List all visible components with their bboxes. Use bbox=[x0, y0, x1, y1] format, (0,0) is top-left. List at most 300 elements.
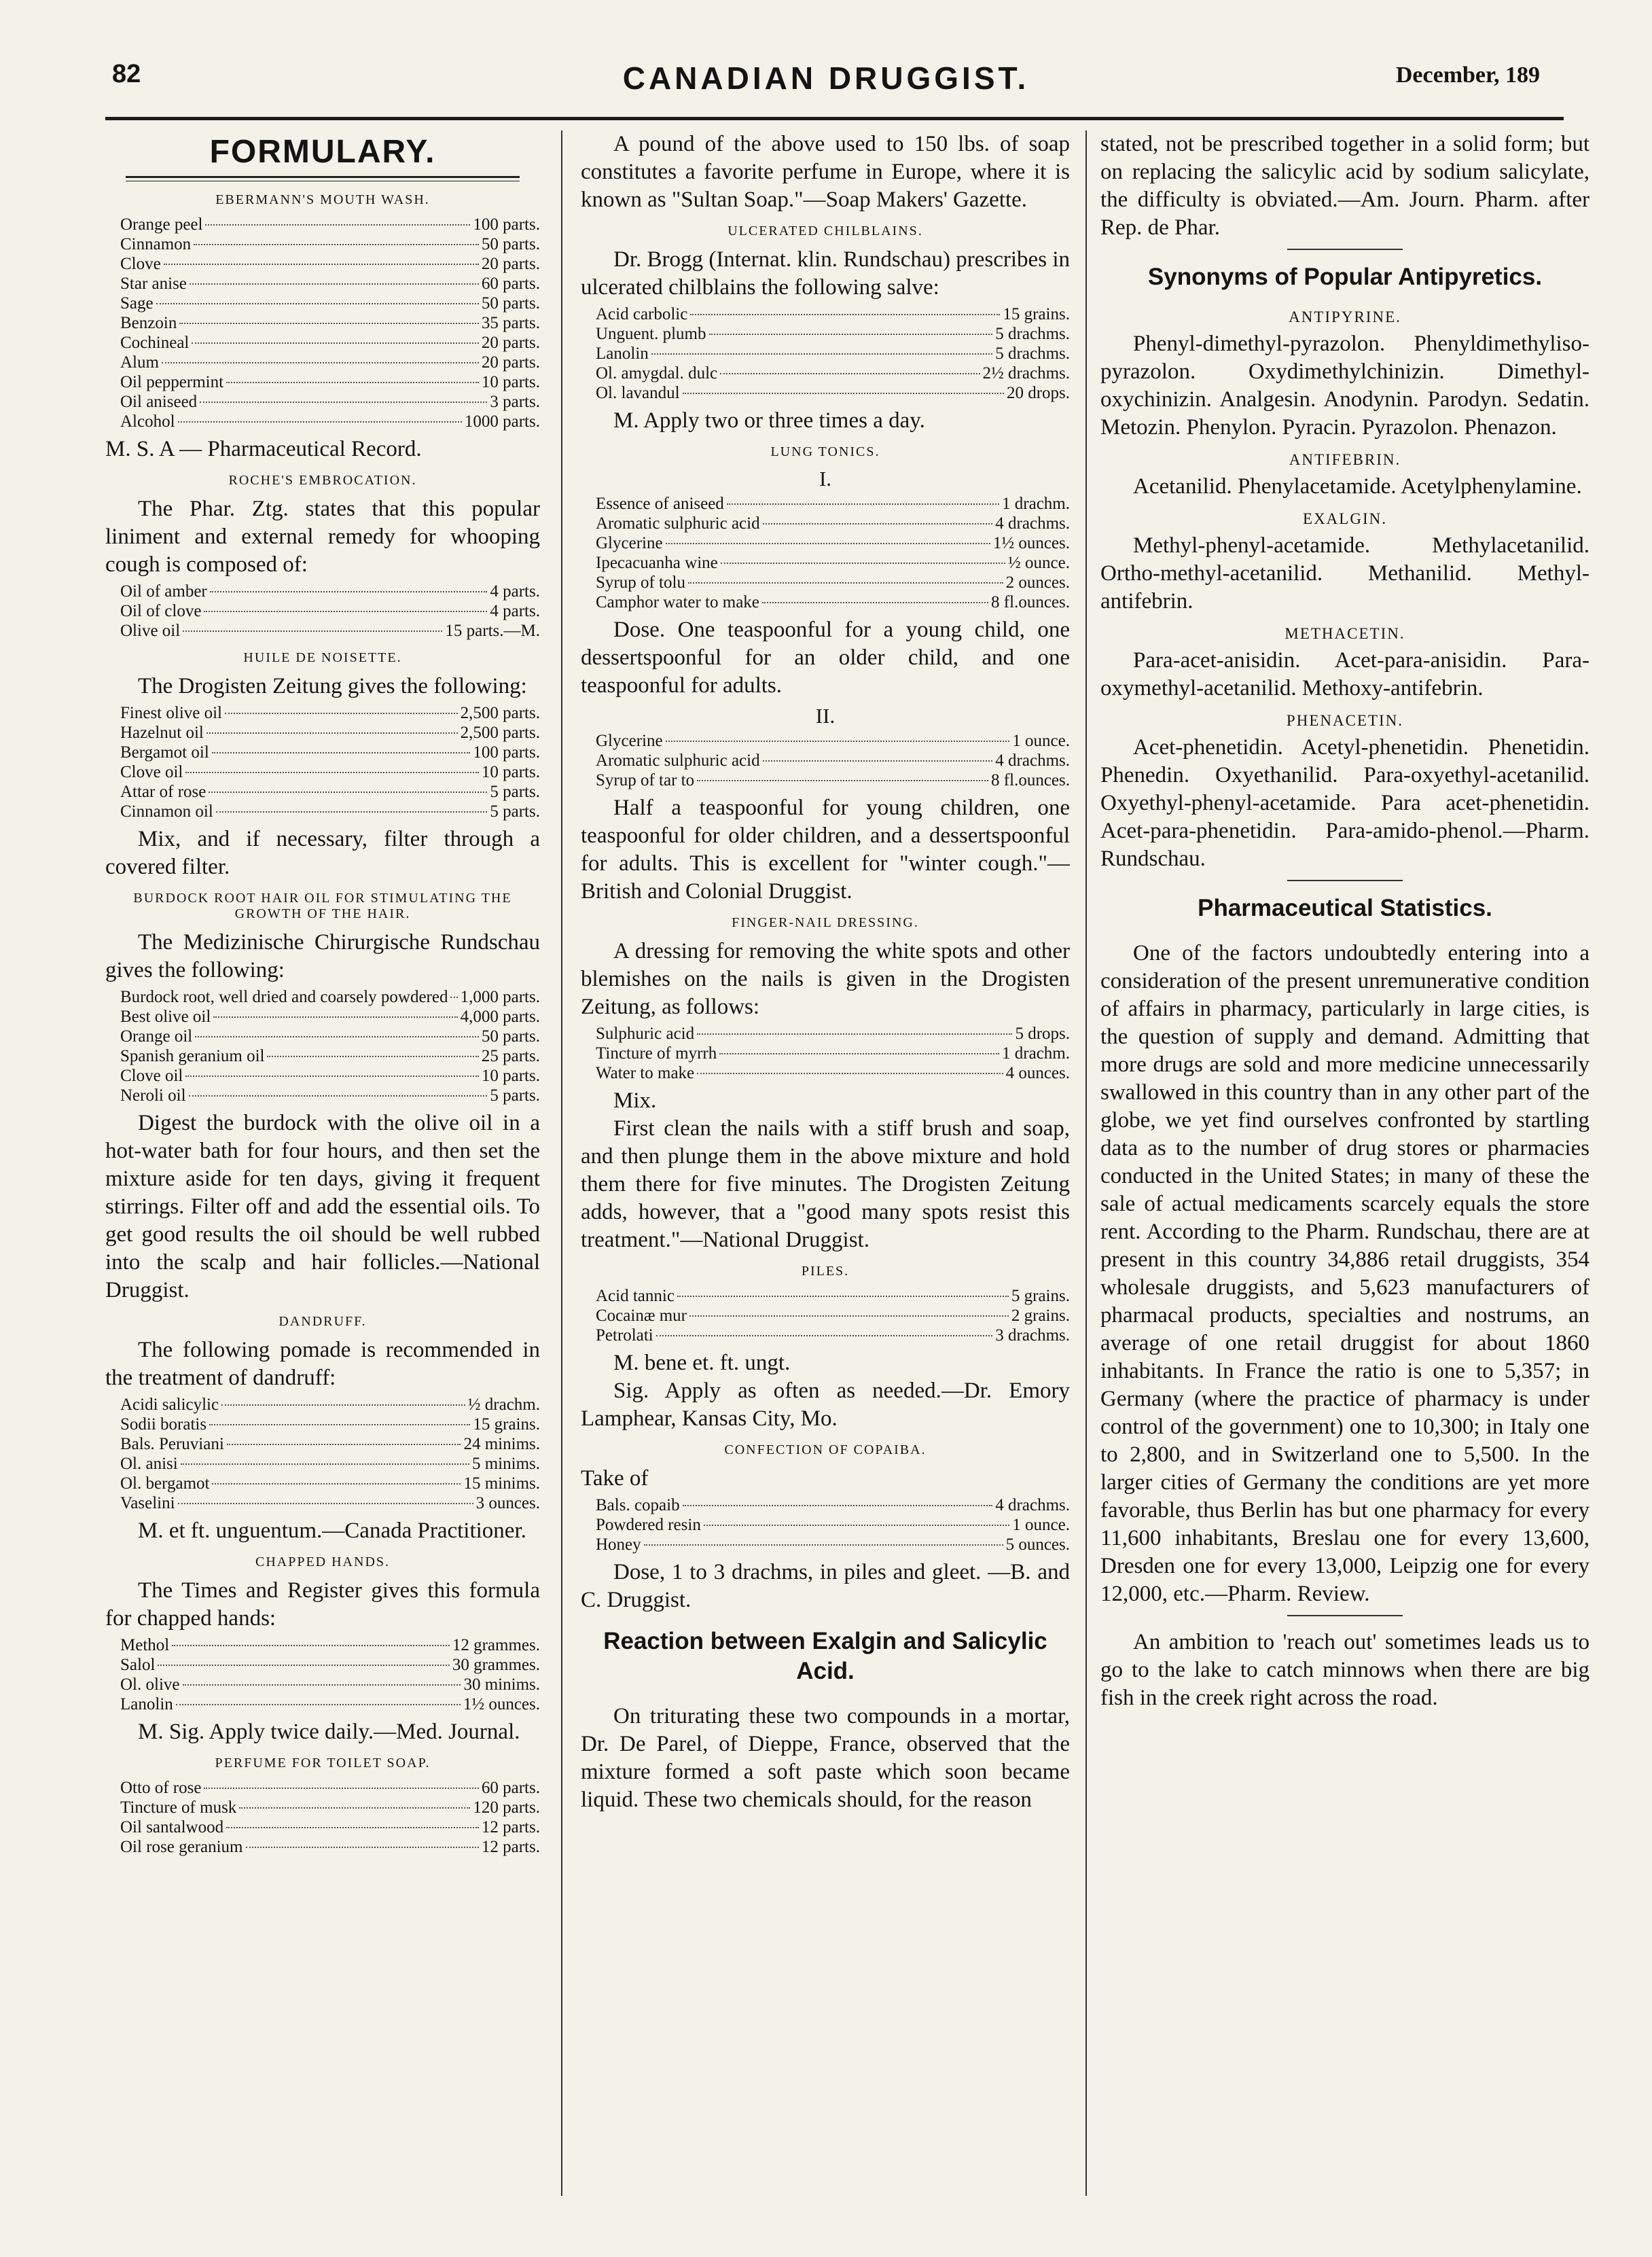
recipe-row bbox=[120, 1086, 540, 1105]
paragraph: A dressing for removing the white spots and other blemishes on the nails is given in the Drogisten Zeitung, as follows: bbox=[581, 939, 1070, 1019]
leader-dots bbox=[181, 1463, 469, 1465]
recipe-row bbox=[120, 582, 540, 601]
ingredient: Attar of rose bbox=[120, 783, 206, 801]
ingredient: Vaselini bbox=[120, 1494, 175, 1512]
quantity: 2,500 parts. bbox=[460, 724, 540, 742]
recipe-row bbox=[596, 533, 1070, 553]
page-header bbox=[92, 60, 1560, 107]
recipe-row bbox=[120, 215, 540, 234]
recipe-row bbox=[120, 1675, 540, 1694]
ingredient: Ol. olive bbox=[120, 1675, 180, 1694]
leader-dots bbox=[178, 421, 462, 423]
ingredient: Petrolati bbox=[596, 1326, 653, 1345]
leader-dots bbox=[206, 732, 458, 734]
leader-dots bbox=[239, 1807, 470, 1809]
recipe-row bbox=[120, 1415, 540, 1434]
recipe-row bbox=[120, 254, 540, 274]
leader-dots bbox=[721, 563, 1005, 564]
recipe-list bbox=[120, 987, 540, 1105]
recipe-row bbox=[120, 294, 540, 313]
leader-dots bbox=[762, 602, 988, 603]
recipe-list bbox=[120, 582, 540, 641]
paragraph: An ambition to 'reach out' sometimes leads us to go to the lake to catch minnows when there are big fish in the creek right across the road. bbox=[1100, 1630, 1590, 1710]
ingredient: Sulphuric acid bbox=[596, 1025, 695, 1043]
quantity: 20 parts. bbox=[481, 255, 540, 273]
divider bbox=[1287, 249, 1403, 250]
header-rule bbox=[105, 117, 1564, 120]
ingredient: Syrup of tolu bbox=[596, 573, 685, 592]
recipe-row bbox=[120, 1027, 540, 1046]
recipe-row bbox=[120, 1635, 540, 1655]
ingredient: Powdered resin bbox=[596, 1516, 701, 1534]
paragraph: A pound of the above used to 150 lbs. of soap constitutes a favorite perfume in Europe, where it is known as "Sultan Soap."—Soap Makers' Gazette. bbox=[581, 132, 1070, 212]
leader-dots bbox=[212, 1483, 461, 1485]
synonym-list: Acetanilid. Phenylacetamide. Acetylphenylamine. bbox=[1133, 474, 1582, 499]
ingredient: Olive oil bbox=[120, 622, 181, 640]
recipe-row bbox=[596, 1044, 1070, 1063]
paragraph: One of the factors undoubtedly entering into a consideration of the present unremunerative condition of affairs in pharmacy, particularly in large cities, is the question of supply and demand. Admitting that more drugs are sold and more medicine unnecessarily swallowed in this country than in any other part of the globe, we yet find ourselves confronted by startling data as to the number of drug stores or pharmacies conducted in the United States; in many of these the sale of actual medicaments scarcely equals the store rent. According to the Pharm. Rundschau, there are at present in this country 34,886 retail druggists, 354 wholesale druggists, and 5,623 manufacturers of pharmacal products, specialties and nostrums, an average of one retail druggist for about 1860 inhabitants. In France the ratio is one to 5,357; in Germany (where the practice of pharmacy is under control of the government) one to 10,300; in Italy one to 2,800, and in Switzerland one to 5,500. In the larger cities of Germany the conditions are yet more favorable, thus Berlin has but one pharmacy for every 11,600 inhabitants, Breslau one for every 13,600, Dresden one for every 13,000, Leipzig one for every 12,000, etc.—Pharm. Review. bbox=[1100, 941, 1590, 1606]
ingredient: Oil of clove bbox=[120, 602, 202, 620]
ingredient: Cinnamon oil bbox=[120, 802, 213, 821]
part-numeral: I. bbox=[819, 467, 832, 491]
ingredient: Sodii boratis bbox=[120, 1415, 207, 1434]
leader-dots bbox=[192, 342, 479, 344]
paragraph: stated, not be prescribed together in a solid form; but on replacing the salicylic acid by sodium salicylate, the difficulty is obviated.—Am. Journ. Pharm. after Rep. de Phar. bbox=[1100, 132, 1590, 240]
quantity: 1½ ounces. bbox=[463, 1695, 540, 1713]
recipe-row bbox=[120, 1837, 540, 1857]
article-title: Pharmaceutical Statistics. bbox=[1198, 895, 1492, 921]
quantity: 35 parts. bbox=[481, 314, 540, 332]
paragraph: Half a teaspoonful for young children, one teaspoonful for older children, and a dessertspoonful for adults. This is excellent for "winter cough."—British and Colonial Druggist. bbox=[581, 796, 1070, 904]
leader-dots bbox=[656, 1335, 993, 1336]
recipe-row bbox=[596, 324, 1070, 344]
leader-dots bbox=[183, 630, 442, 632]
paragraph: On triturating these two compounds in a mortar, Dr. De Parel, of Dieppe, France, observed that the mixture formed a soft paste which soon became liquid. These two chemicals should, for the reason bbox=[581, 1704, 1070, 1812]
synonym-heading: PHENACETIN. bbox=[1286, 712, 1404, 729]
quantity: 2,500 parts. bbox=[460, 704, 540, 722]
ingredient: Alum bbox=[120, 353, 159, 372]
leader-dots bbox=[164, 264, 479, 265]
paragraph: The Phar. Ztg. states that this popular liniment and external remedy for whooping cough is composed of: bbox=[105, 497, 540, 577]
recipe-heading: CONFECTION OF COPAIBA. bbox=[724, 1442, 927, 1457]
synonym-list: Acet-phenetidin. Acetyl-phenetidin. Phenetidin. Phenedin. Oxyethanilid. Para-oxyethyl-acetanilid. Oxyethyl-phenyl-acetamide. Para acet-phenetidin. Acet-para-phenetidin. Para-amido-phenol.—Pharm. Rundschau. bbox=[1100, 735, 1590, 871]
recipe-list bbox=[120, 703, 540, 821]
recipe-row bbox=[120, 1694, 540, 1714]
paragraph: The Times and Register gives this formula for chapped hands: bbox=[105, 1578, 540, 1631]
recipe-row bbox=[596, 514, 1070, 533]
recipe-list bbox=[120, 1778, 540, 1857]
divider bbox=[1287, 1615, 1403, 1616]
ingredient: Hazelnut oil bbox=[120, 724, 204, 742]
ingredient: Benzoin bbox=[120, 314, 177, 332]
quantity: 20 drops. bbox=[1006, 384, 1070, 402]
ingredient: Camphor water to make bbox=[596, 593, 759, 611]
ingredient: Acid tannic bbox=[596, 1287, 675, 1305]
leader-dots bbox=[210, 591, 488, 592]
leader-dots bbox=[683, 393, 1004, 394]
quantity: 30 minims. bbox=[463, 1675, 540, 1694]
quantity: 120 parts. bbox=[473, 1798, 540, 1817]
column-rule bbox=[561, 130, 562, 2196]
recipe-list bbox=[596, 1286, 1070, 1345]
recipe-row bbox=[120, 1454, 540, 1474]
recipe-heading: EBERMANN'S MOUTH WASH. bbox=[215, 192, 430, 207]
ingredient: Oil santalwood bbox=[120, 1818, 224, 1836]
paragraph: The Medizinische Chirurgische Rundschau gives the following: bbox=[105, 930, 540, 982]
paragraph: Mix, and if necessary, filter through a covered filter. bbox=[105, 827, 540, 879]
page-number: 82 bbox=[112, 60, 141, 88]
recipe-row bbox=[120, 1066, 540, 1086]
leader-dots bbox=[213, 1016, 457, 1018]
leader-dots bbox=[200, 402, 487, 403]
paragraph: The following pomade is recommended in the treatment of dandruff: bbox=[105, 1338, 540, 1390]
ingredient: Glycerine bbox=[596, 534, 663, 552]
ingredient: Unguent. plumb bbox=[596, 325, 706, 343]
synonym-list: Para-acet-anisidin. Acet-para-anisidin. Para-oxymethyl-acetanilid. Methoxy-antifebrin. bbox=[1100, 648, 1590, 700]
quantity: 24 minims. bbox=[463, 1435, 540, 1453]
leader-dots bbox=[204, 611, 487, 612]
recipe-heading: ROCHE'S EMBROCATION. bbox=[228, 473, 417, 488]
leader-dots bbox=[697, 1073, 1003, 1074]
leader-dots bbox=[727, 503, 999, 505]
quantity: 10 parts. bbox=[481, 763, 540, 781]
quantity: 5 grains. bbox=[1011, 1287, 1070, 1305]
ingredient: Ol. amygdal. dulc bbox=[596, 364, 718, 383]
recipe-heading: BURDOCK ROOT HAIR OIL FOR STIMULATING THE GROWTH OF THE HAIR. bbox=[133, 891, 512, 921]
synonym-heading: EXALGIN. bbox=[1303, 510, 1387, 527]
quantity: 60 parts. bbox=[481, 274, 540, 293]
quantity: 60 parts. bbox=[481, 1779, 540, 1797]
ingredient: Ol. bergamot bbox=[120, 1474, 210, 1493]
leader-dots bbox=[666, 543, 990, 544]
recipe-heading: ULCERATED CHILBLAINS. bbox=[728, 224, 923, 238]
quantity: 12 grammes. bbox=[452, 1636, 540, 1654]
recipe-row bbox=[120, 1046, 540, 1066]
leader-dots bbox=[227, 1444, 461, 1445]
ingredient: Otto of rose bbox=[120, 1779, 202, 1797]
ingredient: Lanolin bbox=[596, 344, 649, 363]
recipe-list bbox=[120, 1395, 540, 1513]
ingredient: Ol. anisi bbox=[120, 1455, 178, 1473]
recipe-row bbox=[120, 703, 540, 723]
quantity: 30 grammes. bbox=[452, 1656, 540, 1674]
leader-dots bbox=[688, 582, 1003, 584]
leader-dots bbox=[246, 1847, 479, 1848]
leader-dots bbox=[185, 772, 479, 773]
ingredient: Bals. Peruviani bbox=[120, 1435, 224, 1453]
quantity: 3 ounces. bbox=[475, 1494, 540, 1512]
ingredient: Neroli oil bbox=[120, 1086, 186, 1105]
leader-dots bbox=[185, 1076, 479, 1077]
paragraph: M. Apply two or three times a day. bbox=[613, 408, 925, 433]
recipe-row bbox=[120, 1395, 540, 1415]
ingredient: Ol. lavandul bbox=[596, 384, 680, 402]
ingredient: Aromatic sulphuric acid bbox=[596, 751, 760, 770]
ingredient: Star anise bbox=[120, 274, 187, 293]
recipe-row bbox=[596, 363, 1070, 383]
double-rule bbox=[126, 176, 520, 181]
paragraph: Take of bbox=[581, 1466, 649, 1491]
quantity: 4 ounces. bbox=[1005, 1064, 1070, 1082]
column-1 bbox=[105, 130, 540, 2223]
article-title: Reaction between Exalgin and Salicylic Acid. bbox=[603, 1628, 1047, 1684]
recipe-row bbox=[596, 1495, 1070, 1515]
recipe-heading: LUNG TONICS. bbox=[770, 444, 880, 459]
ingredient: Clove bbox=[120, 255, 161, 273]
source: M. S. A — Pharmaceutical Record. bbox=[105, 437, 422, 461]
recipe-row bbox=[120, 1778, 540, 1798]
ingredient: Bergamot oil bbox=[120, 743, 209, 762]
ingredient: Lanolin bbox=[120, 1695, 173, 1713]
masthead-title: CANADIAN DRUGGIST. bbox=[622, 60, 1030, 96]
synonym-groups bbox=[1100, 308, 1590, 873]
recipe-heading: HUILE DE NOISETTE. bbox=[243, 650, 402, 665]
recipe-list bbox=[596, 304, 1070, 403]
leader-dots bbox=[190, 283, 479, 285]
quantity: 50 parts. bbox=[481, 235, 540, 253]
quantity: 20 parts. bbox=[481, 334, 540, 352]
issue-date: December, 189 bbox=[1395, 63, 1540, 88]
paragraph: Mix. bbox=[613, 1088, 657, 1113]
leader-dots bbox=[179, 323, 479, 324]
ingredient: Ipecacuanha wine bbox=[596, 554, 718, 572]
recipe-row bbox=[120, 274, 540, 294]
quantity: ½ drachm. bbox=[467, 1396, 540, 1414]
quantity: 2 grains. bbox=[1011, 1307, 1070, 1325]
quantity: 5 ounces. bbox=[1005, 1535, 1070, 1554]
recipe-heading: DANDRUFF. bbox=[279, 1314, 367, 1329]
quantity: 2½ drachms. bbox=[982, 364, 1070, 383]
leader-dots bbox=[689, 1315, 1009, 1317]
ingredient: Syrup of tar to bbox=[596, 771, 695, 789]
leader-dots bbox=[763, 760, 993, 762]
ingredient: Tincture of myrrh bbox=[596, 1044, 717, 1063]
leader-dots bbox=[195, 1036, 479, 1037]
ingredient: Honey bbox=[596, 1535, 641, 1554]
leader-dots bbox=[720, 373, 980, 374]
ingredient: Essence of aniseed bbox=[596, 495, 724, 513]
section-title: FORMULARY. bbox=[209, 134, 436, 170]
quantity: 4 parts. bbox=[490, 602, 540, 620]
recipe-row bbox=[596, 770, 1070, 790]
ingredient: Spanish geranium oil bbox=[120, 1047, 265, 1065]
article-title: Synonyms of Popular Antipyretics. bbox=[1147, 264, 1543, 290]
quantity: 4,000 parts. bbox=[460, 1008, 540, 1026]
synonym-list: Methyl-phenyl-acetamide. Methylacetanilid. Ortho-methyl-acetanilid. Methanilid. Methyl-antifebrin. bbox=[1100, 533, 1590, 614]
recipe-row bbox=[120, 353, 540, 372]
leader-dots bbox=[212, 752, 471, 753]
ingredient: Clove oil bbox=[120, 1067, 183, 1085]
leader-dots bbox=[226, 1827, 479, 1828]
quantity: 3 drachms. bbox=[995, 1326, 1070, 1345]
recipe-row bbox=[120, 782, 540, 802]
synonym-heading: ANTIPYRINE. bbox=[1289, 308, 1401, 325]
quantity: 15 minims. bbox=[463, 1474, 540, 1493]
recipe-row bbox=[596, 592, 1070, 612]
leader-dots bbox=[209, 792, 487, 793]
leader-dots bbox=[450, 997, 457, 998]
recipe-row bbox=[596, 1326, 1070, 1345]
paragraph: M. Sig. Apply twice daily.—Med. Journal. bbox=[138, 1720, 520, 1744]
recipe-row bbox=[596, 1306, 1070, 1326]
recipe-heading: PERFUME FOR TOILET SOAP. bbox=[215, 1756, 431, 1771]
paragraph: M. bene et. ft. ungt. bbox=[613, 1351, 791, 1375]
ingredient: Oil peppermint bbox=[120, 373, 224, 391]
quantity: 12 parts. bbox=[481, 1838, 540, 1856]
leader-dots bbox=[763, 523, 993, 525]
ingredient: Glycerine bbox=[596, 732, 663, 750]
column-rule bbox=[1085, 130, 1087, 2196]
leader-dots bbox=[156, 303, 479, 304]
column-3 bbox=[1100, 130, 1590, 2223]
quantity: 3 parts. bbox=[490, 393, 540, 411]
recipe-row bbox=[596, 731, 1070, 751]
leader-dots bbox=[677, 1296, 1009, 1297]
leader-dots bbox=[697, 780, 988, 781]
ingredient: Orange oil bbox=[120, 1027, 193, 1046]
paragraph: Dr. Brogg (Internat. klin. Rundschau) prescribes in ulcerated chilblains the following salve: bbox=[581, 247, 1070, 300]
recipe-row bbox=[596, 1286, 1070, 1306]
leader-dots bbox=[221, 1404, 465, 1406]
recipe-heading: PILES. bbox=[801, 1264, 850, 1279]
leader-dots bbox=[204, 1788, 478, 1789]
ingredient: Clove oil bbox=[120, 763, 183, 781]
leader-dots bbox=[666, 741, 1010, 742]
quantity: 1 ounce. bbox=[1012, 1516, 1070, 1534]
leader-dots bbox=[651, 353, 993, 355]
ingredient: Cocainæ mur bbox=[596, 1307, 687, 1325]
recipe-row bbox=[596, 344, 1070, 363]
ingredient: Bals. copaib bbox=[596, 1496, 680, 1514]
recipe-row bbox=[120, 392, 540, 412]
recipe-row bbox=[120, 1817, 540, 1837]
recipe-row bbox=[120, 1798, 540, 1817]
recipe-heading: FINGER-NAIL DRESSING. bbox=[732, 915, 919, 930]
leader-dots bbox=[225, 713, 458, 714]
recipe-list bbox=[596, 731, 1070, 790]
quantity: 5 minims. bbox=[471, 1455, 540, 1473]
paragraph: First clean the nails with a stiff brush and soap, and then plunge them in the above mixture and hold them there for five minutes. The Drogisten Zeitung adds, however, that a "good many spots resist this treatment."—National Druggist. bbox=[581, 1116, 1070, 1252]
leader-dots bbox=[205, 224, 470, 226]
recipe-row bbox=[120, 743, 540, 762]
leader-dots bbox=[709, 334, 993, 335]
recipe-row bbox=[120, 762, 540, 782]
leader-dots bbox=[267, 1056, 478, 1057]
leader-dots bbox=[178, 1503, 473, 1504]
paragraph: Dose, 1 to 3 drachms, in piles and gleet. —B. and C. Druggist. bbox=[581, 1560, 1070, 1612]
ingredient: Acid carbolic bbox=[596, 305, 688, 323]
quantity: 5 parts. bbox=[490, 802, 540, 821]
quantity: 1 ounce. bbox=[1012, 732, 1070, 750]
synonym-heading: METHACETIN. bbox=[1285, 625, 1405, 642]
quantity: 1 drachm. bbox=[1002, 495, 1070, 513]
ingredient: Orange peel bbox=[120, 215, 203, 234]
leader-dots bbox=[216, 811, 488, 813]
leader-dots bbox=[226, 382, 479, 383]
ingredient: Oil rose geranium bbox=[120, 1838, 243, 1856]
quantity: 15 grains. bbox=[1003, 305, 1070, 323]
recipe-row bbox=[120, 1474, 540, 1493]
quantity: 100 parts. bbox=[473, 743, 540, 762]
quantity: 1½ ounces. bbox=[992, 534, 1070, 552]
recipe-row bbox=[120, 802, 540, 821]
ingredient: Finest olive oil bbox=[120, 704, 222, 722]
quantity: 4 parts. bbox=[490, 582, 540, 601]
quantity: 10 parts. bbox=[481, 373, 540, 391]
recipe-row bbox=[120, 333, 540, 353]
recipe-row bbox=[596, 383, 1070, 403]
ingredient: Oil of amber bbox=[120, 582, 207, 601]
quantity: 15 parts.—M. bbox=[445, 622, 540, 640]
ingredient: Cinnamon bbox=[120, 235, 192, 253]
recipe-row bbox=[596, 1024, 1070, 1044]
paragraph: The Drogisten Zeitung gives the following: bbox=[138, 674, 527, 698]
leader-dots bbox=[176, 1704, 461, 1705]
ingredient: Water to make bbox=[596, 1064, 695, 1082]
ingredient: Salol bbox=[120, 1656, 156, 1674]
recipe-list bbox=[120, 215, 540, 431]
quantity: 8 fl.ounces. bbox=[991, 593, 1070, 611]
quantity: 4 drachms. bbox=[995, 751, 1070, 770]
recipe-row bbox=[120, 1434, 540, 1454]
recipe-row bbox=[596, 304, 1070, 324]
recipe-row bbox=[120, 372, 540, 392]
ingredient: Burdock root, well dried and coarsely powdered bbox=[120, 988, 448, 1006]
recipe-row bbox=[120, 1007, 540, 1027]
quantity: 1 drachm. bbox=[1002, 1044, 1070, 1063]
recipe-row bbox=[596, 751, 1070, 770]
synonym-heading: ANTIFEBRIN. bbox=[1289, 451, 1401, 468]
recipe-heading: CHAPPED HANDS. bbox=[255, 1554, 391, 1569]
recipe-row bbox=[120, 723, 540, 743]
ingredient: Methol bbox=[120, 1636, 170, 1654]
recipe-row bbox=[596, 1515, 1070, 1535]
recipe-list bbox=[120, 1635, 540, 1714]
quantity: 1000 parts. bbox=[464, 412, 540, 431]
quantity: 5 parts. bbox=[490, 1086, 540, 1105]
quantity: 5 drachms. bbox=[995, 325, 1070, 343]
quantity: 50 parts. bbox=[481, 1027, 540, 1046]
quantity: 5 drachms. bbox=[995, 344, 1070, 363]
paragraph: Sig. Apply as often as needed.—Dr. Emory Lamphear, Kansas City, Mo. bbox=[581, 1379, 1070, 1431]
ingredient: Sage bbox=[120, 294, 154, 313]
quantity: 12 parts. bbox=[481, 1818, 540, 1836]
quantity: 10 parts. bbox=[481, 1067, 540, 1085]
paragraph: Digest the burdock with the olive oil in a hot-water bath for four hours, and then set the mixture aside for ten days, giving it frequent stirrings. Filter off and add the essential oils. To get good results the oil should be well rubbed into the scalp and hair follicles.—National Druggist. bbox=[105, 1111, 540, 1302]
leader-dots bbox=[644, 1544, 1003, 1546]
quantity: 8 fl.ounces. bbox=[991, 771, 1070, 789]
recipe-row bbox=[596, 573, 1070, 592]
leader-dots bbox=[158, 1665, 449, 1666]
leader-dots bbox=[189, 1095, 488, 1097]
quantity: 4 drachms. bbox=[995, 1496, 1070, 1514]
recipe-row bbox=[596, 494, 1070, 514]
quantity: 100 parts. bbox=[473, 215, 540, 234]
leader-dots bbox=[690, 314, 1000, 315]
quantity: 2 ounces. bbox=[1005, 573, 1070, 592]
ingredient: Alcohol bbox=[120, 412, 175, 431]
recipe-row bbox=[120, 1493, 540, 1513]
recipe-row bbox=[120, 313, 540, 333]
quantity: 25 parts. bbox=[481, 1047, 540, 1065]
quantity: 4 drachms. bbox=[995, 514, 1070, 533]
leader-dots bbox=[183, 1684, 461, 1686]
ingredient: Tincture of musk bbox=[120, 1798, 237, 1817]
recipe-row bbox=[120, 987, 540, 1007]
ingredient: Aromatic sulphuric acid bbox=[596, 514, 760, 533]
part-numeral: II. bbox=[815, 704, 836, 728]
recipe-row bbox=[120, 412, 540, 431]
